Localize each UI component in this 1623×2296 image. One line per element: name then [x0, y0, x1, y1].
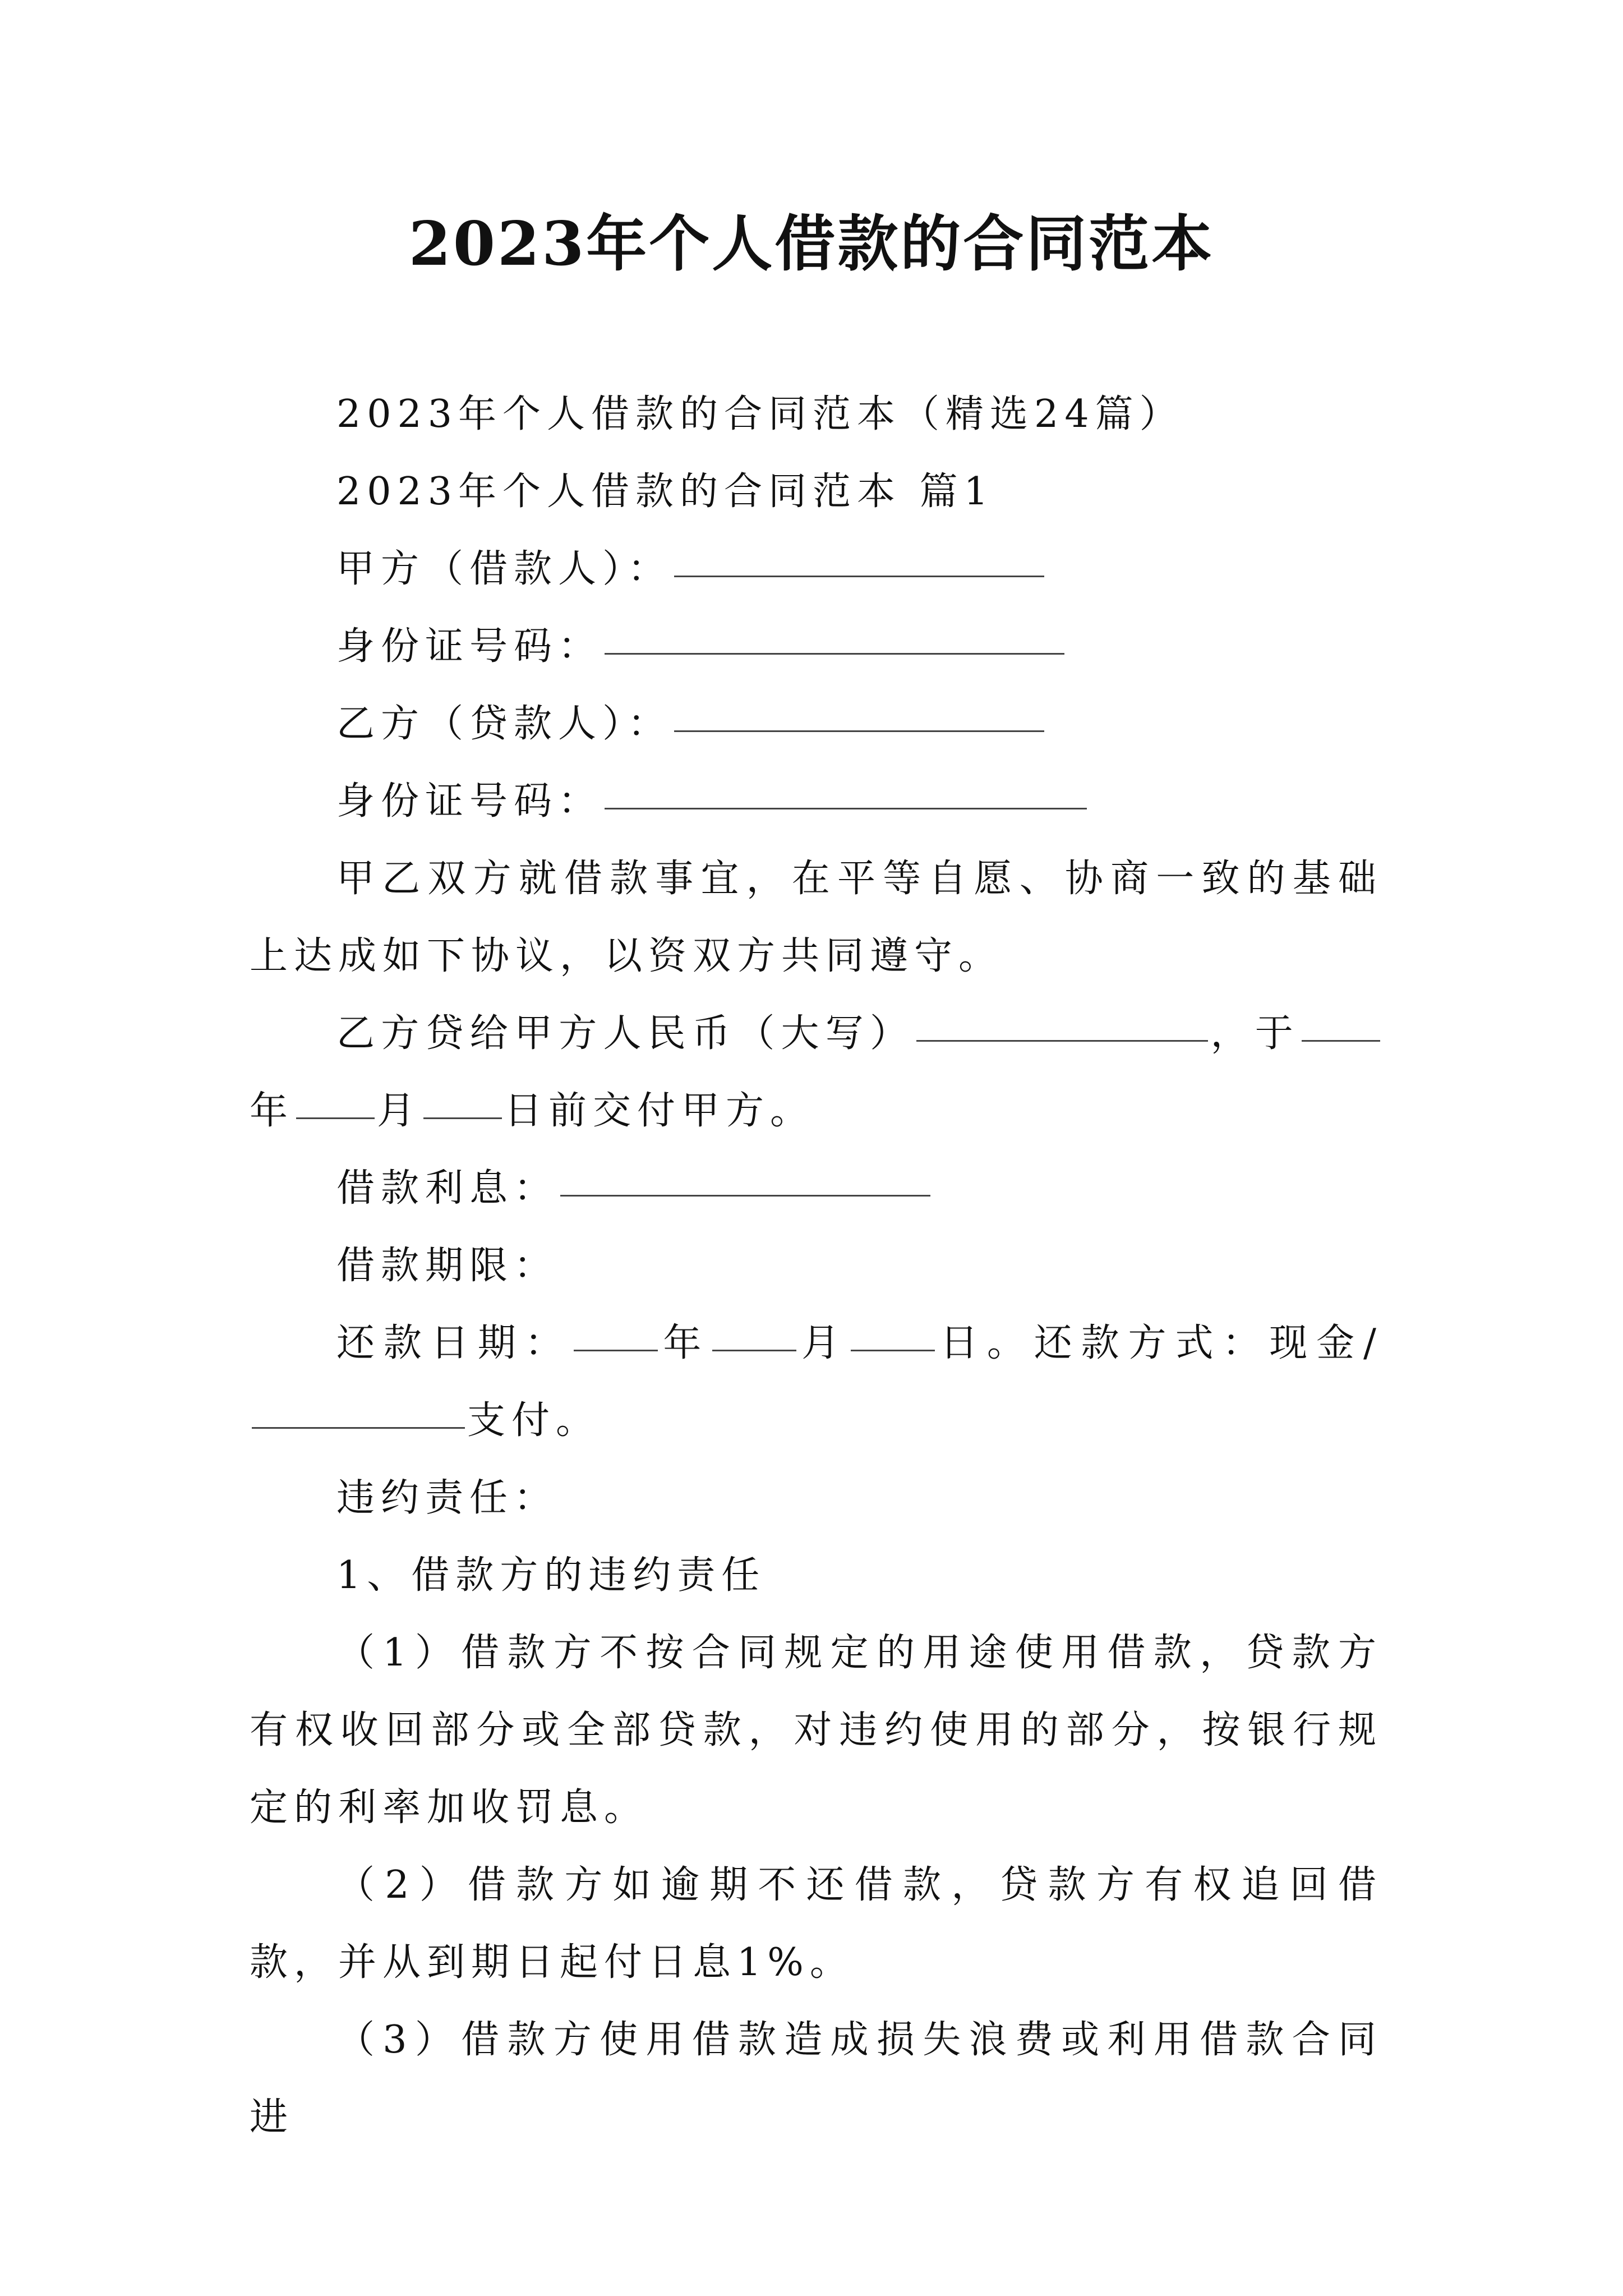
- document-title: 2023年个人借款的合同范本: [408, 209, 1215, 279]
- repay-month-blank: [712, 1350, 796, 1351]
- lender-id-line: [250, 763, 1382, 840]
- liability-heading: 违约责任：: [336, 1476, 559, 1520]
- lender-id-label: 身份证号码：: [336, 779, 603, 823]
- paragraph-agreement-intro: 甲乙双方就借款事宜，在平等自愿、协商一致的基础上达成如下协议，以资双方共同遵守。: [250, 857, 1382, 978]
- repay-year-blank: [574, 1350, 658, 1351]
- payment-method-blank: [252, 1427, 465, 1429]
- paragraph-clause-1: （1）借款方不按合同规定的用途使用借款，贷款方有权收回部分或全部贷款，对违约使用的部分，按银行规定的利率加收罚息。: [250, 1631, 1382, 1830]
- paragraph-clause-2: （2）借款方如逾期不还借款，贷款方有权追回借款，并从到期日起付日息1%。: [250, 1863, 1382, 1985]
- day-blank: [423, 1117, 502, 1119]
- lender-label: 乙方（贷款人）：: [336, 702, 672, 746]
- interest-label: 借款利息：: [336, 1166, 559, 1211]
- interest-line: [250, 1150, 1382, 1227]
- interest-blank: [560, 1195, 930, 1197]
- paragraph-section-heading: 2023年个人借款的合同范本 篇1: [336, 470, 994, 514]
- lender-blank: [674, 730, 1044, 732]
- document-body: [250, 376, 1382, 2156]
- paragraph-clause-3: （3）借款方使用借款造成损失浪费或利用借款合同进: [250, 2018, 1382, 2139]
- amount-blank: [916, 1040, 1208, 1042]
- borrower-id-label: 身份证号码：: [336, 624, 603, 669]
- borrower-blank: [674, 576, 1044, 577]
- lender-line: [250, 685, 1382, 763]
- borrower-liability-heading: 1、借款方的违约责任: [336, 1553, 766, 1598]
- borrower-id-blank: [605, 653, 1064, 655]
- paragraph-collection-title: 2023年个人借款的合同范本（精选24篇）: [336, 392, 1184, 436]
- lender-id-blank: [605, 808, 1087, 809]
- borrower-line: [250, 531, 1382, 608]
- paragraph-repayment: 还款日期： 年 月 日。还款方式：现金/支付。: [250, 1305, 1382, 1460]
- paragraph-loan-amount: 乙方贷给甲方人民币（大写） ，于年 月 日前交付甲方。: [250, 995, 1382, 1150]
- repay-day-blank: [851, 1350, 935, 1351]
- borrower-id-line: [250, 608, 1382, 685]
- loan-term-line: 借款期限：: [336, 1244, 559, 1288]
- borrower-label: 甲方（借款人）：: [336, 547, 672, 591]
- year-blank: [1302, 1040, 1380, 1042]
- month-blank: [296, 1117, 375, 1119]
